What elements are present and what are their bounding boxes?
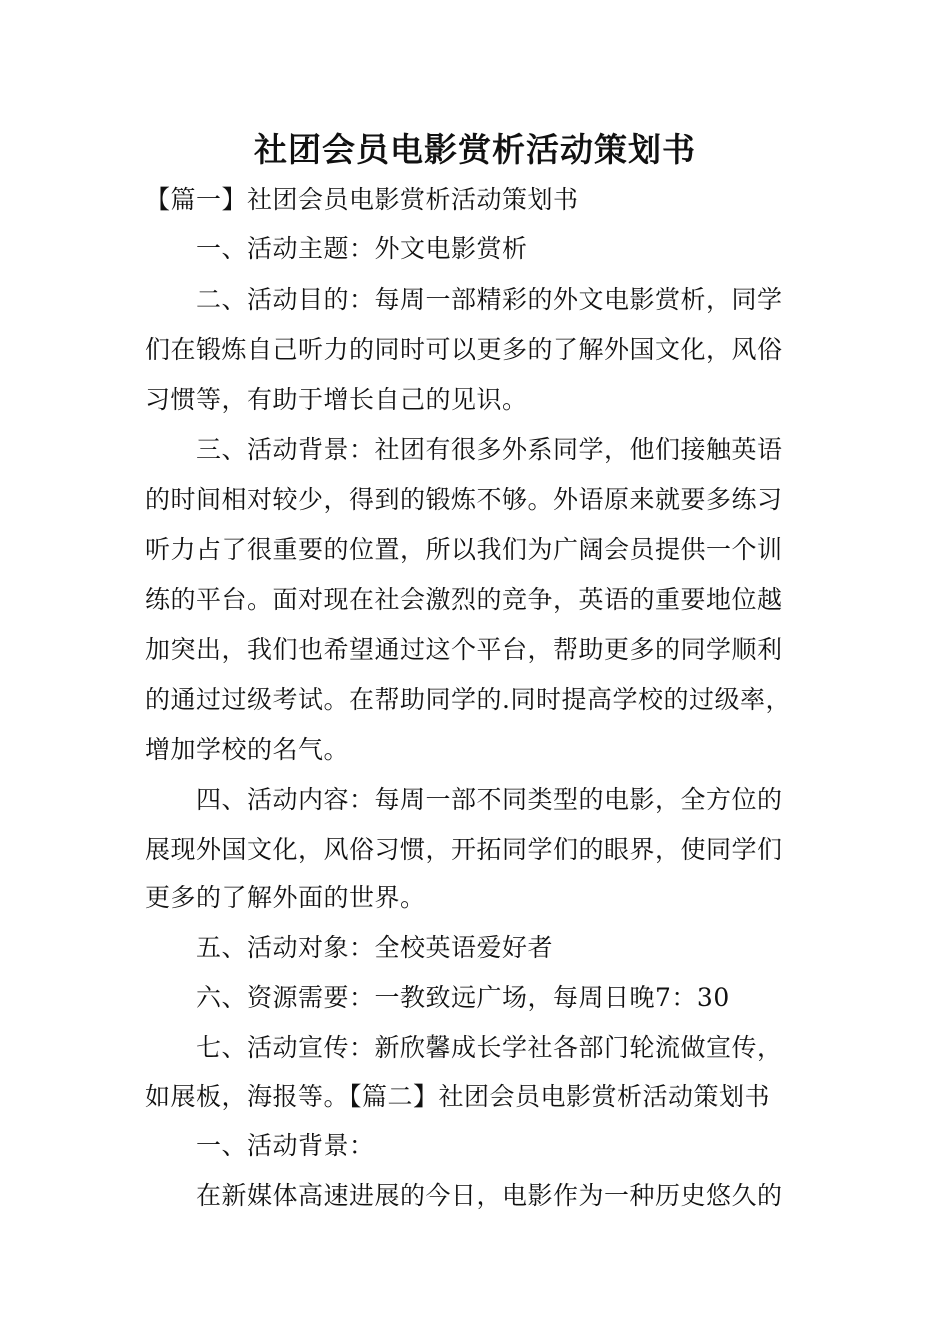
text-line: 加突出，我们也希望通过这个平台，帮助更多的同学顺利	[145, 635, 783, 664]
text-line: 七、活动宣传：新欣馨成长学社各部门轮流做宣传，	[196, 1033, 783, 1062]
text-line: 四、活动内容：每周一部不同类型的电影，全方位的	[196, 785, 783, 814]
document-title: 社团会员电影赏析活动策划书	[254, 130, 696, 169]
text-line: 的通过过级考试。在帮助同学的.同时提高学校的过级率，	[145, 685, 791, 714]
text-line: 增加学校的名气。	[145, 735, 350, 764]
text-line: 在新媒体高速进展的今日，电影作为一种历史悠久的	[196, 1181, 783, 1210]
text-line: 的时间相对较少，得到的锻炼不够。外语原来就要多练习	[145, 485, 783, 514]
text-line: 练的平台。面对现在社会激烈的竞争，英语的重要地位越	[145, 585, 783, 614]
text-line: 如展板，海报等。【篇二】社团会员电影赏析活动策划书	[145, 1082, 771, 1111]
text-line: 习惯等，有助于增长自己的见识。	[145, 385, 528, 414]
text-line: 一、活动背景：	[196, 1131, 375, 1160]
text-line: 更多的了解外面的世界。	[145, 883, 426, 912]
text-line: 【篇一】社团会员电影赏析活动策划书	[145, 185, 579, 214]
text-line: 一、活动主题：外文电影赏析	[196, 234, 528, 263]
text-line: 二、活动目的：每周一部精彩的外文电影赏析，同学	[196, 285, 783, 314]
text-line: 展现外国文化，风俗习惯，开拓同学们的眼界，使同学们	[145, 835, 783, 864]
text-line: 听力占了很重要的位置，所以我们为广阔会员提供一个训	[145, 535, 783, 564]
text-line: 五、活动对象：全校英语爱好者	[196, 933, 554, 962]
text-line: 们在锻炼自己听力的同时可以更多的了解外国文化，风俗	[145, 335, 783, 364]
text-line: 六、资源需要：一教致远广场，每周日晚7：30	[196, 983, 730, 1012]
text-line: 三、活动背景：社团有很多外系同学，他们接触英语	[196, 435, 783, 464]
